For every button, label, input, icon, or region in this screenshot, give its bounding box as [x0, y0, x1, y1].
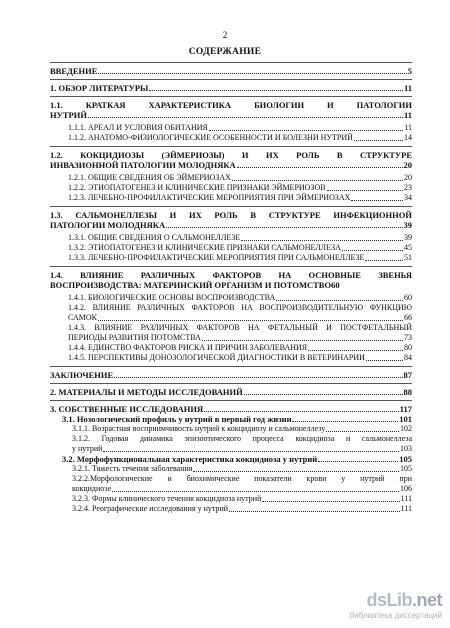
- table-of-contents: [50, 62, 412, 517]
- toc-entry-1-3-2[interactable]: 1.3.2. ЭТИОПАТОГЕНЕЗ И КЛИНИЧЕСКИЕ ПРИЗНАКИ САЛЬМОНЕЛЛЕЗА 45: [68, 243, 412, 252]
- toc-entry-intro[interactable]: ВВЕДЕНИЕ 5: [50, 66, 412, 76]
- toc-entry-3-2-3[interactable]: 3.2.3. Формы клинического течения кокцидиоза нутрий 111: [72, 494, 412, 503]
- toc-entry-1-2-2[interactable]: 1.2.2. ЭТИОПАТОГЕНЕЗ И КЛИНИЧЕСКИЕ ПРИЗНАКИ ЭЙМЕРИОЗОВ 23: [68, 183, 412, 192]
- toc-entry-1-2[interactable]: 1.2. КОКЦИДИОЗЫ (ЭЙМЕРИОЗЫ) И ИХ РОЛЬ В СТРУКТУРЕ ИНВАЗИОННОЙ ПАТОЛОГИИ МОЛОДНЯКА 20: [50, 150, 412, 170]
- toc-entry-3-2-1[interactable]: 3.2.1. Тяжесть течения заболевания 105: [72, 464, 412, 473]
- site-logo: dsLib.net: [366, 590, 442, 610]
- toc-entry-1-3-1[interactable]: 1.3.1. ОБЩИЕ СВЕДЕНИЯ О САЛЬМОНЕЛЛЕЗЕ 39: [68, 233, 412, 242]
- toc-block-1-3: [50, 207, 412, 267]
- toc-entry-1-4-1[interactable]: 1.4.1. БИОЛОГИЧЕСКИЕ ОСНОВЫ ВОСПРОИЗВОДСТВА 60: [68, 293, 412, 302]
- toc-entry-1-4-3[interactable]: 1.4.3. ВЛИЯНИЕ РАЗЛИЧНЫХ ФАКТОРОВ НА ФЕТАЛЬНЫЙ И ПОСТФЕТАЛЬНЫЙ ПЕРИОДЫ РАЗВИТИЯ ПОТОМСТВА 73: [68, 323, 412, 342]
- toc-entry-1-4-5[interactable]: 1.4.5. ПЕРСПЕКТИВЫ ДОНОЗОЛОГИЧЕСКОЙ ДИАГНОСТИКИ В ВЕТЕРИНАРИИ 84: [68, 353, 412, 362]
- toc-entry-chapter-3[interactable]: 3. СОБСТВЕННЫЕ ИССЛЕДОВАНИЯ 117: [50, 404, 412, 414]
- toc-block-1-1: [50, 97, 412, 147]
- toc-entry-1-2-1[interactable]: 1.2.1. ОБЩИЕ СВЕДЕНИЯ ОБ ЭЙМЕРИОЗАХ 20: [68, 173, 412, 182]
- toc-block-conclusion: [50, 367, 412, 384]
- toc-entry-1-1-2[interactable]: 1.1.2. АНАТОМО-ФИЗИОЛОГИЧЕСКИЕ ОСОБЕННОСТИ И БОЛЕЗНИ НУТРИЙ 14: [68, 133, 412, 142]
- toc-entry-1-2-3[interactable]: 1.2.3. ЛЕЧЕБНО-ПРОФИЛАКТИЧЕСКИЕ МЕРОПРИЯТИЯ ПРИ ЭЙМЕРИОЗАХ 34: [68, 193, 412, 202]
- toc-block-intro: [50, 63, 412, 80]
- toc-entry-1-4-4[interactable]: 1.4.4. ЕДИНСТВО ФАКТОРОВ РИСКА И ПРИЧИН ЗАБОЛЕВАНИЯ 80: [68, 343, 412, 352]
- toc-entry-3-1-2[interactable]: 3.1.2. Годовая динамика эпизоотического процесса кокцидиоза и сальмонеллеза у нутрий 103: [72, 434, 412, 453]
- toc-entry-3-1[interactable]: 3.1. Нозологический профиль у нутрий в первый год жизни 101: [62, 414, 412, 424]
- toc-entry-3-2-2[interactable]: 3.2.2.Морфологические и биохимические показатели крови у нутрий при кокцидиозе 106: [72, 474, 412, 493]
- toc-entry-1-1-1[interactable]: 1.1.1. АРЕАЛ И УСЛОВИЯ ОБИТАНИЯ 11: [68, 123, 412, 132]
- toc-entry-3-2[interactable]: 3.2. Морфофункциональная характеристика кокцидиоза у нутрий 105: [62, 454, 412, 464]
- toc-title: СОДЕРЖАНИЕ: [188, 47, 262, 57]
- site-subtitle: библиотека диссертаций: [349, 611, 442, 620]
- toc-entry-1-1[interactable]: 1.1. КРАТКАЯ ХАРАКТЕРИСТИКА БИОЛОГИИ И ПАТОЛОГИИ НУТРИЙ 11: [50, 100, 412, 120]
- toc-block-1-2: [50, 147, 412, 207]
- site-watermark: [346, 590, 442, 620]
- toc-block-ch2: [50, 384, 412, 401]
- toc-entry-chapter-2[interactable]: 2. МАТЕРИАЛЫ И МЕТОДЫ ИССЛЕДОВАНИЙ 88: [50, 387, 412, 397]
- toc-entry-3-2-4[interactable]: 3.2.4. Реографические исследования у нутрий 111: [72, 504, 412, 513]
- toc-entry-chapter-1[interactable]: 1. ОБЗОР ЛИТЕРАТУРЫ 11: [50, 83, 412, 93]
- toc-block-ch3: [50, 401, 412, 517]
- toc-entry-1-4[interactable]: 1.4. ВЛИЯНИЕ РАЗЛИЧНЫХ ФАКТОРОВ НА ОСНОВНЫЕ ЗВЕНЬЯ ВОСПРОИЗВОДСТВА: МАТЕРИНСКИЙ ОРГАНИЗМ И ПОТОМСТВО60: [50, 270, 412, 290]
- toc-entry-1-3-3[interactable]: 1.3.3. ЛЕЧЕБНО-ПРОФИЛАКТИЧЕСКИЕ МЕРОПРИЯТИЯ ПРИ САЛЬМОНЕЛЛЕЗЕ 51: [68, 253, 412, 262]
- toc-entry-1-3[interactable]: 1.3. САЛЬМОНЕЛЛЕЗЫ И ИХ РОЛЬ В СТРУКТУРЕ ИНФЕКЦИОННОЙ ПАТОЛОГИИ МОЛОДНЯКА 39: [50, 210, 412, 230]
- page-number: 2: [222, 30, 228, 40]
- toc-entry-3-1-1[interactable]: 3.1.1. Возрастная восприимчивость нутрий к кокцидиозу и сальмонеллезу 102: [72, 424, 412, 433]
- toc-entry-1-4-2[interactable]: 1.4.2. ВЛИЯНИЕ РАЗЛИЧНЫХ ФАКТОРОВ НА ВОСПРОИЗВОДИТЕЛЬНУЮ ФУНКЦИЮ САМОК 66: [68, 303, 412, 322]
- toc-block-ch1: [50, 80, 412, 97]
- toc-entry-conclusion[interactable]: ЗАКЛЮЧЕНИЕ 87: [50, 370, 412, 380]
- toc-block-1-4: [50, 267, 412, 367]
